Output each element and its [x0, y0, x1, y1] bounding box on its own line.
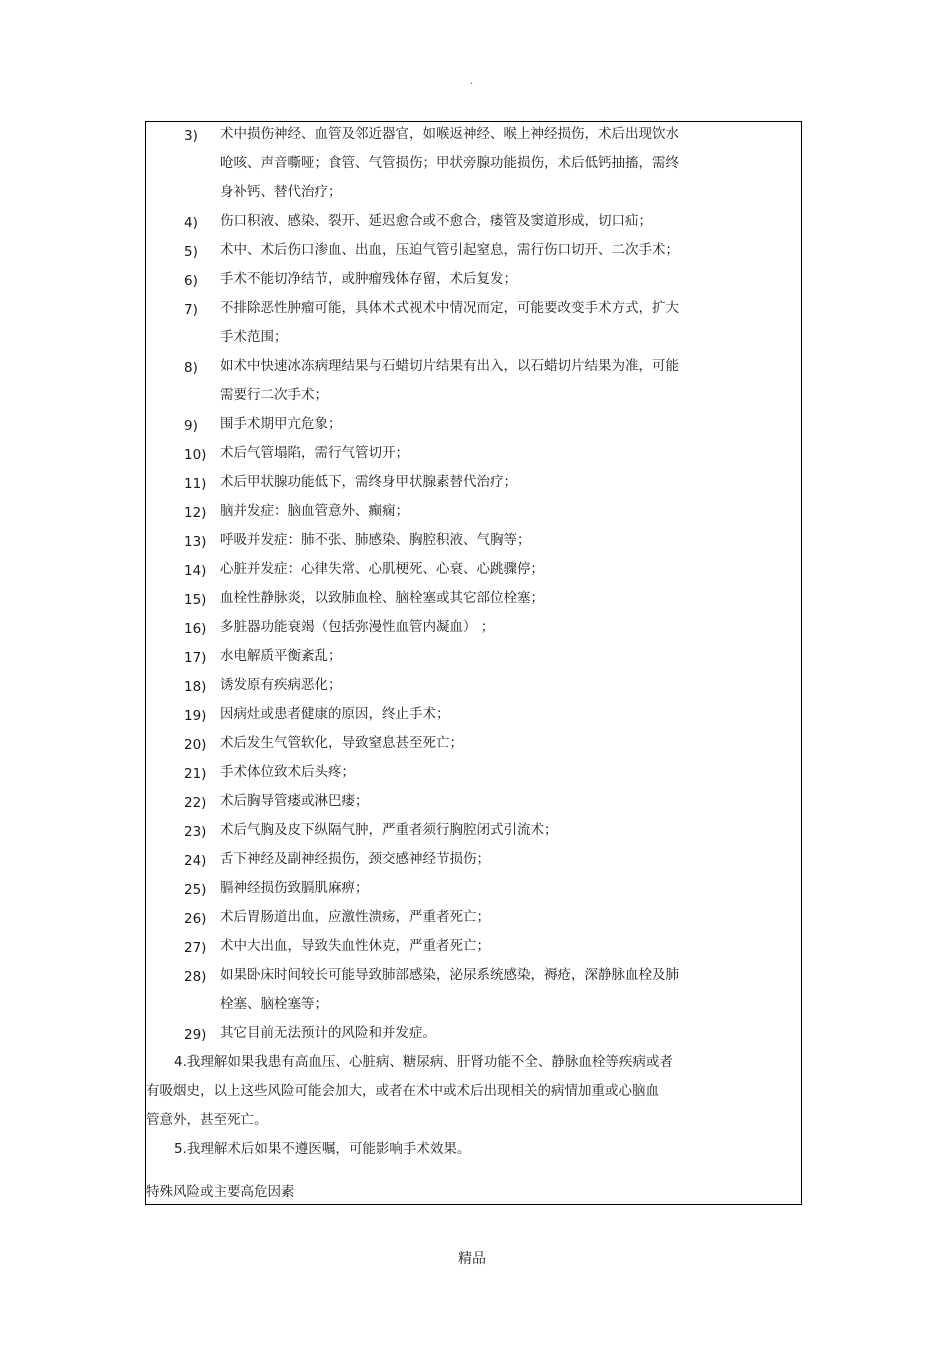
list-item-number: 20)	[184, 737, 207, 753]
list-item-text: 术中大出血，导致失血性休克，严重者死亡；	[220, 938, 490, 954]
list-item-number: 24)	[184, 853, 207, 869]
paragraph-line: 4.我理解如果我患有高血压、心脏病、糖尿病、肝肾功能不全、静脉血栓等疾病或者	[174, 1054, 673, 1070]
list-item-text: 术后胃肠道出血，应激性溃疡，严重者死亡；	[220, 909, 490, 925]
list-item-text: 手术不能切净结节，或肿瘤残体存留，术后复发；	[220, 271, 517, 287]
list-item-number: 8)	[184, 360, 198, 376]
list-item-text: 术后发生气管软化，导致窒息甚至死亡；	[220, 735, 463, 751]
list-item-number: 26)	[184, 911, 207, 927]
footer-label: 精品	[458, 1251, 486, 1267]
list-item-text: 多脏器功能衰竭（包括弥漫性血管内凝血） ；	[220, 619, 495, 635]
list-item-text: 术后胸导管瘘或淋巴瘘；	[220, 793, 369, 809]
list-item-text: 手术体位致术后头疼；	[220, 764, 355, 780]
special-risk-label: 特殊风险或主要高危因素	[146, 1184, 295, 1200]
list-item-number: 23)	[184, 824, 207, 840]
list-item-number: 27)	[184, 940, 207, 956]
list-item-text: 伤口积液、感染、裂开、延迟愈合或不愈合，瘘管及窦道形成，切口疝；	[220, 213, 652, 229]
list-item-number: 13)	[184, 534, 207, 550]
list-item-text: 如术中快速冰冻病理结果与石蜡切片结果有出入，以石蜡切片结果为准，可能	[220, 358, 679, 374]
list-item-text: 不排除恶性肿瘤可能，具体术式视术中情况而定，可能要改变手术方式，扩大	[220, 300, 679, 316]
list-item-text: 术后气管塌陷，需行气管切开；	[220, 445, 409, 461]
list-item-text: 栓塞、脑栓塞等；	[220, 996, 328, 1012]
list-item-number: 5)	[184, 244, 198, 260]
list-item-text: 术中、术后伤口渗血、出血，压迫气管引起窒息，需行伤口切开、二次手术；	[220, 242, 679, 258]
list-item-number: 16)	[184, 621, 207, 637]
list-item-text: 围手术期甲亢危象；	[220, 416, 342, 432]
list-item-text: 膈神经损伤致膈肌麻痹；	[220, 880, 369, 896]
list-item-text: 心脏并发症：心律失常、心肌梗死、心衰、心跳骤停；	[220, 561, 544, 577]
list-item-number: 6)	[184, 273, 198, 289]
list-item-text: 其它目前无法预计的风险和并发症。	[220, 1025, 436, 1041]
list-item-text: 术后气胸及皮下纵隔气肿，严重者须行胸腔闭式引流术；	[220, 822, 558, 838]
list-item-number: 15)	[184, 592, 207, 608]
list-item-text: 诱发原有疾病恶化；	[220, 677, 342, 693]
list-item-text: 术后甲状腺功能低下，需终身甲状腺素替代治疗；	[220, 474, 517, 490]
list-item-number: 17)	[184, 650, 207, 666]
list-item-number: 29)	[184, 1027, 207, 1043]
list-item-number: 21)	[184, 766, 207, 782]
header-mark: .	[470, 76, 474, 87]
list-item-number: 18)	[184, 679, 207, 695]
list-item-text: 脑并发症：脑血管意外、癫痫；	[220, 503, 409, 519]
list-item-number: 10)	[184, 447, 207, 463]
list-item-text: 身补钙、替代治疗；	[220, 184, 342, 200]
list-item-text: 术中损伤神经、血管及邻近器官，如喉返神经、喉上神经损伤，术后出现饮水	[220, 126, 679, 142]
list-item-text: 手术范围；	[220, 329, 288, 345]
list-item-number: 9)	[184, 418, 198, 434]
list-item-number: 28)	[184, 969, 207, 985]
consent-table-cell	[145, 121, 802, 1205]
list-item-text: 呛咳、声音嘶哑；食管、气管损伤；甲状旁腺功能损伤，术后低钙抽搐，需终	[220, 155, 679, 171]
list-item-number: 4)	[184, 215, 198, 231]
list-item-text: 需要行二次手术；	[220, 387, 328, 403]
list-item-text: 呼吸并发症：肺不张、肺感染、胸腔积液、气胸等；	[220, 532, 531, 548]
list-item-text: 舌下神经及副神经损伤，颈交感神经节损伤；	[220, 851, 490, 867]
list-item-text: 如果卧床时间较长可能导致肺部感染，泌尿系统感染，褥疮，深静脉血栓及肺	[220, 967, 679, 983]
list-item-number: 7)	[184, 302, 198, 318]
list-item-number: 11)	[184, 476, 207, 492]
paragraph-line: 5.我理解术后如果不遵医嘱，可能影响手术效果。	[174, 1141, 471, 1157]
list-item-number: 25)	[184, 882, 207, 898]
list-item-number: 12)	[184, 505, 207, 521]
paragraph-line: 有吸烟史，以上这些风险可能会加大，或者在术中或术后出现相关的病情加重或心脑血	[146, 1083, 659, 1099]
list-item-text: 因病灶或患者健康的原因，终止手术；	[220, 706, 450, 722]
list-item-number: 14)	[184, 563, 207, 579]
list-item-number: 19)	[184, 708, 207, 724]
paragraph-line: 管意外，甚至死亡。	[146, 1112, 268, 1128]
list-item-number: 22)	[184, 795, 207, 811]
list-item-number: 3)	[184, 128, 198, 144]
list-item-text: 水电解质平衡紊乱；	[220, 648, 342, 664]
list-item-text: 血栓性静脉炎，以致肺血栓、脑栓塞或其它部位栓塞；	[220, 590, 544, 606]
